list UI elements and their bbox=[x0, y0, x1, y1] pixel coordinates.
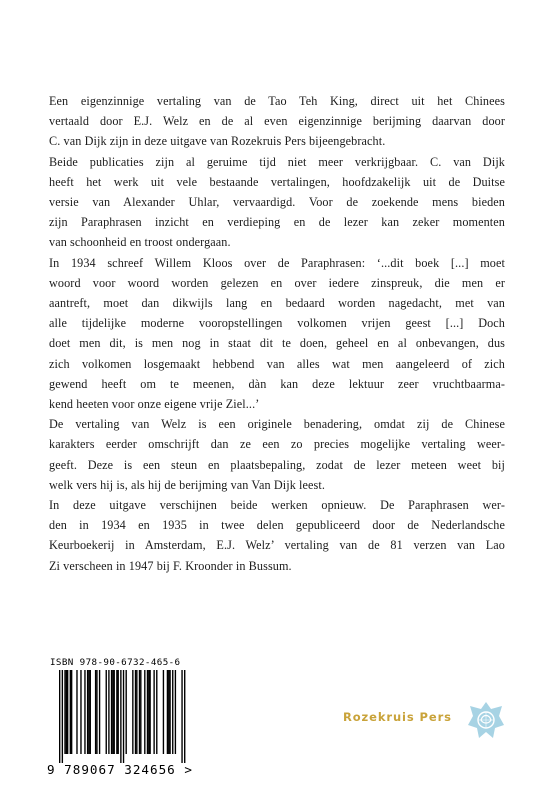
text-line: aantreft, moet dan dikwijls lang en bedaard worden nagedacht, met van bbox=[49, 296, 505, 311]
text-line: alle tijdelijke moderne vooropstellingen volkomen vrijen geest [...] Doch bbox=[49, 316, 505, 331]
rose-star-logo-icon bbox=[467, 701, 505, 739]
barcode-bar bbox=[84, 670, 85, 754]
barcode-bar bbox=[59, 670, 60, 763]
barcode-bar bbox=[71, 670, 72, 754]
barcode-bar bbox=[67, 670, 68, 754]
barcode-bar bbox=[64, 670, 65, 754]
text-line: gewend heeft om te meenen, dàn kan deze lektuur zeer vruchtbaarma- bbox=[49, 376, 505, 391]
barcode-bar bbox=[149, 670, 150, 754]
text-line: welk vers hij is, als hij de berijming van Van Dijk leest. bbox=[49, 477, 326, 492]
barcode-bar bbox=[156, 670, 157, 754]
barcode-bar bbox=[87, 670, 88, 754]
barcode-bar bbox=[181, 670, 182, 763]
barcode-bar bbox=[123, 670, 124, 763]
text-line: In 1934 schreef Willem Kloos over de Paraphrasen: ‘...dit boek [...] moet bbox=[49, 255, 505, 270]
barcode-bar bbox=[80, 670, 81, 754]
text-line: kend heeten voor onze eigene vrije Ziel...’ bbox=[49, 397, 260, 412]
isbn-label: ISBN 978-90-6732-465-6 bbox=[50, 657, 181, 668]
back-cover-blurb bbox=[49, 91, 505, 576]
barcode-bar bbox=[144, 670, 145, 754]
barcode-bar bbox=[169, 670, 170, 754]
barcode-bar bbox=[126, 670, 127, 754]
barcode-bar bbox=[147, 670, 148, 754]
barcode-bar bbox=[111, 670, 112, 754]
barcode-bar bbox=[148, 670, 149, 754]
barcode-bar bbox=[139, 670, 140, 754]
text-line: heeft het werk uit vele bestaande vertalingen, hoofdzakelijk uit de Duitse bbox=[49, 174, 505, 189]
barcode-bar bbox=[114, 670, 115, 754]
barcode-bar bbox=[120, 670, 121, 763]
barcode-bar bbox=[167, 670, 168, 754]
barcode-icon bbox=[47, 670, 187, 763]
barcode-bar bbox=[108, 670, 109, 754]
text-line: zijn Paraphrasen inzicht en verdieping en de lezer kan zeker momenten bbox=[49, 215, 505, 230]
text-line: versie van Alexander Uhlar, vervaardigd. Voor de zoekende mens bieden bbox=[49, 195, 505, 210]
barcode-bar bbox=[106, 670, 107, 754]
barcode-bar bbox=[175, 670, 176, 754]
barcode-bar bbox=[140, 670, 141, 754]
text-line: woord voor woord worden gelezen en over iedere zinspreuk, die men er bbox=[49, 275, 505, 290]
barcode-bar bbox=[88, 670, 89, 754]
barcode-bar bbox=[90, 670, 91, 754]
barcode-bar bbox=[184, 670, 185, 763]
isbn-barcode-block bbox=[47, 657, 197, 777]
barcode-bar bbox=[118, 670, 119, 754]
barcode-bar bbox=[163, 670, 164, 754]
text-line: Een eigenzinnige vertaling van de Tao Teh King, direct uit het Chinees bbox=[49, 94, 505, 108]
barcode-bar bbox=[76, 670, 77, 754]
text-line: den in 1934 en 1935 in twee delen gepubliceerd door de Nederlandsche bbox=[49, 518, 505, 533]
blurb-paragraph-2 bbox=[49, 152, 505, 253]
barcode-bar bbox=[95, 670, 96, 754]
barcode-bar bbox=[66, 670, 67, 754]
text-line: Keurboekerij in Amsterdam, E.J. Welz’ vertaling van de 81 verzen van Lao bbox=[49, 538, 505, 553]
barcode-bar bbox=[62, 670, 63, 763]
barcode-bar bbox=[168, 670, 169, 754]
text-line: zich volkomen losgemaakt hebbend van alles wat men aangeleerd of zich bbox=[49, 356, 505, 371]
text-line: doet men dit, is men nog in staat dit te doen, geheel en al onbevangen, dus bbox=[49, 336, 505, 351]
barcode-bar bbox=[99, 670, 100, 754]
text-line: De vertaling van Welz is een originele benadering, omdat zij de Chinese bbox=[49, 417, 505, 432]
text-line: karakters eerder omschrijft dan ze een zo precies mogelijke vertaling weer- bbox=[49, 437, 505, 452]
barcode-bar bbox=[112, 670, 113, 754]
text-line: C. van Dijk zijn in deze uitgave van Rozekruis Pers bijeengebracht. bbox=[49, 134, 386, 149]
barcode-bar bbox=[116, 670, 117, 754]
barcode-bar bbox=[136, 670, 137, 754]
text-line: Zi verscheen in 1947 bij F. Kroonder in Bussum. bbox=[49, 558, 292, 573]
publisher-name: Rozekruis Pers bbox=[343, 710, 452, 724]
blurb-paragraph-3 bbox=[49, 253, 505, 415]
blurb-paragraph-5 bbox=[49, 495, 505, 576]
text-line: In deze uitgave verschijnen beide werken opnieuw. De Paraphrasen wer- bbox=[49, 498, 505, 513]
text-line: geeft. Deze is een steun en plaatsbepaling, zodat de lezer meteen weet bij bbox=[49, 457, 505, 472]
barcode-bar bbox=[172, 670, 173, 754]
barcode-bar bbox=[96, 670, 97, 754]
blurb-paragraph-1 bbox=[49, 91, 505, 152]
blurb-paragraph-4 bbox=[49, 414, 505, 495]
barcode-bar bbox=[153, 670, 154, 754]
text-line: Beide publicaties zijn al geruime tijd niet meer verkrijgbaar. C. van Dijk bbox=[49, 154, 505, 169]
ean-digits: 9 789067 324656 > bbox=[47, 762, 193, 777]
barcode-bar bbox=[70, 670, 71, 754]
text-line: vertaald door E.J. Welz en de al even eigenzinnige berijming daarvan door bbox=[49, 114, 505, 129]
text-line: van schoonheid en troost ondergaan. bbox=[49, 235, 231, 250]
barcode-bar bbox=[135, 670, 136, 754]
barcode-bar bbox=[132, 670, 133, 754]
